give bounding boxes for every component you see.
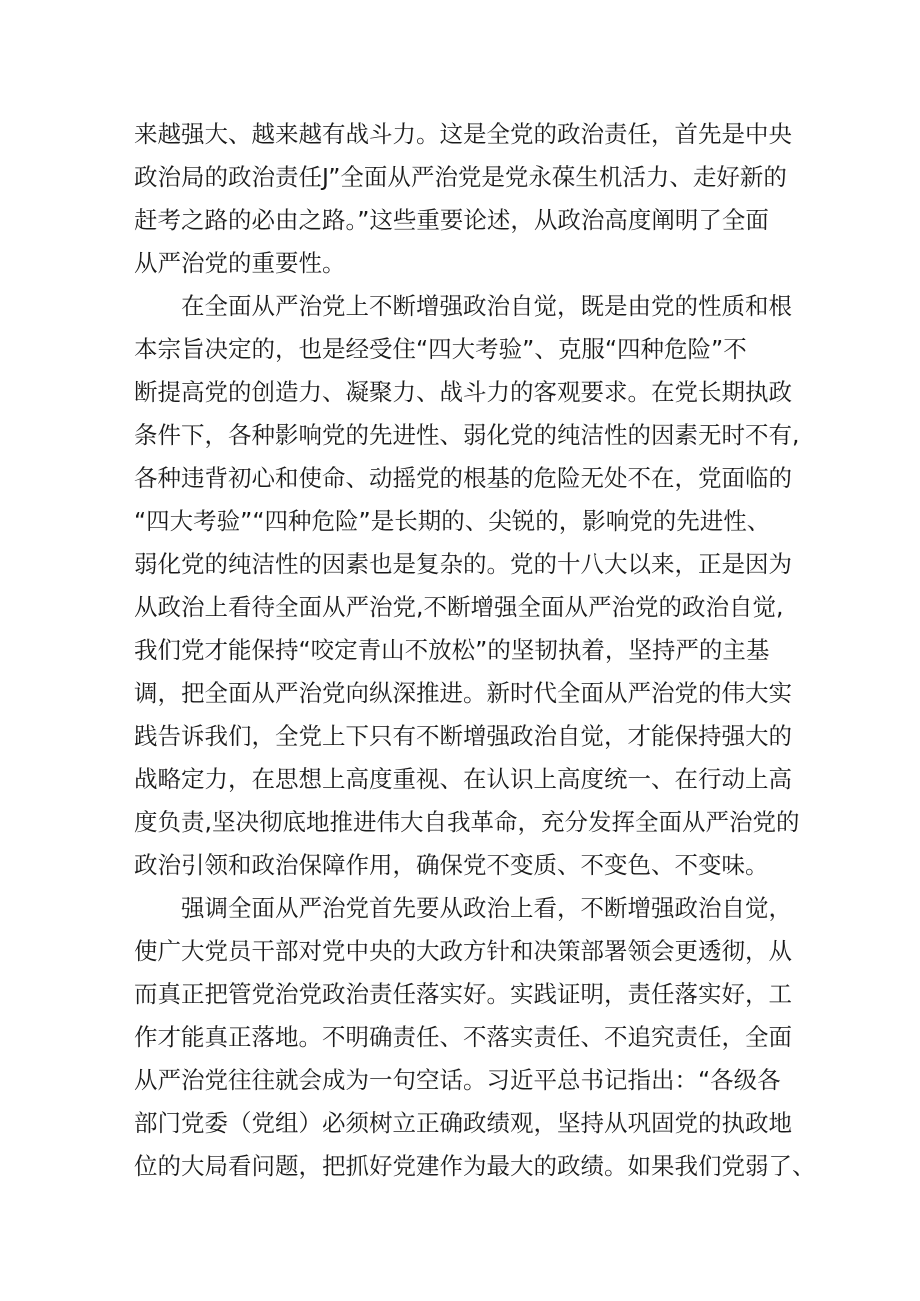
text-line: 从严治党往往就会成为一句空话。习近平总书记指出：“各级各 [134,1066,781,1094]
text-line: 条件下，各种影响党的先进性、弱化党的纯洁性的因素无时不有, [134,421,800,449]
text-line: 调，把全面从严治党向纵深推进。新时代全面从严治党的伟大实 [134,679,792,707]
text-line: 从政治上看待全面从严治党,不断增强全面从严治党的政治自觉, [134,593,784,621]
text-line: 践告诉我们，全党上下只有不断增强政治自觉，才能保持强大的 [134,722,792,750]
text-line: 弱化党的纯洁性的因素也是复杂的。党的十八大以来，正是因为 [134,550,792,578]
text-line: 本宗旨决定的，也是经受住“四大考验”、克服“四种危险”不 [134,335,747,363]
text-line: 战略定力，在思想上高度重视、在认识上高度统一、在行动上高 [134,765,792,793]
paragraph-3 [134,887,816,1188]
text-line: 断提高党的创造力、凝聚力、战斗力的客观要求。在党长期执政 [134,378,792,406]
text-line: 使广大党员干部对党中央的大政方针和决策部署领会更透彻，从 [134,937,792,965]
document-body [134,113,816,1188]
text-line: 度负责,坚决彻底地推进伟大自我革命，充分发挥全面从严治党的 [134,808,800,836]
paragraph-1 [134,113,799,285]
text-line: 作才能真正落地。不明确责任、不落实责任、不追究责任，全面 [134,1023,792,1051]
text-line: 我们党才能保持“咬定青山不放松”的坚韧执着，坚持严的主基 [134,636,770,664]
text-line: 而真正把管党治党政治责任落实好。实践证明，责任落实好，工 [134,980,792,1008]
text-line: 政治引领和政治保障作用，确保党不变质、不变色、不变味。 [134,851,769,879]
text-line: 部门党委（党组）必须树立正确政绩观，坚持从巩固党的执政地 [134,1109,792,1137]
text-line: 各种违背初心和使命、动摇党的根基的危险无处不在，党面临的 [134,464,792,492]
text-line: 从严治党的重要性。 [134,249,346,277]
text-line: 强调全面从严治党首先要从政治上看，不断增强政治自觉， [181,894,792,922]
text-line: “四大考验”“四种危险”是长期的、尖锐的，影响党的先进性、 [134,507,771,535]
text-line: 位的大局看问题，把抓好党建作为最大的政绩。如果我们党弱了、 [134,1152,816,1180]
text-line: 政治局的政治责任J”全面从严治党是党永葆生机活力、走好新的 [134,163,787,191]
text-line: 在全面从严治党上不断增强政治自觉，既是由党的性质和根 [181,292,792,320]
text-line: 来越强大、越来越有战斗力。这是全党的政治责任，首先是中央 [134,120,792,148]
text-line: 赶考之路的必由之路。”这些重要论述，从政治高度阐明了全面 [134,206,769,234]
paragraph-2 [134,285,799,887]
